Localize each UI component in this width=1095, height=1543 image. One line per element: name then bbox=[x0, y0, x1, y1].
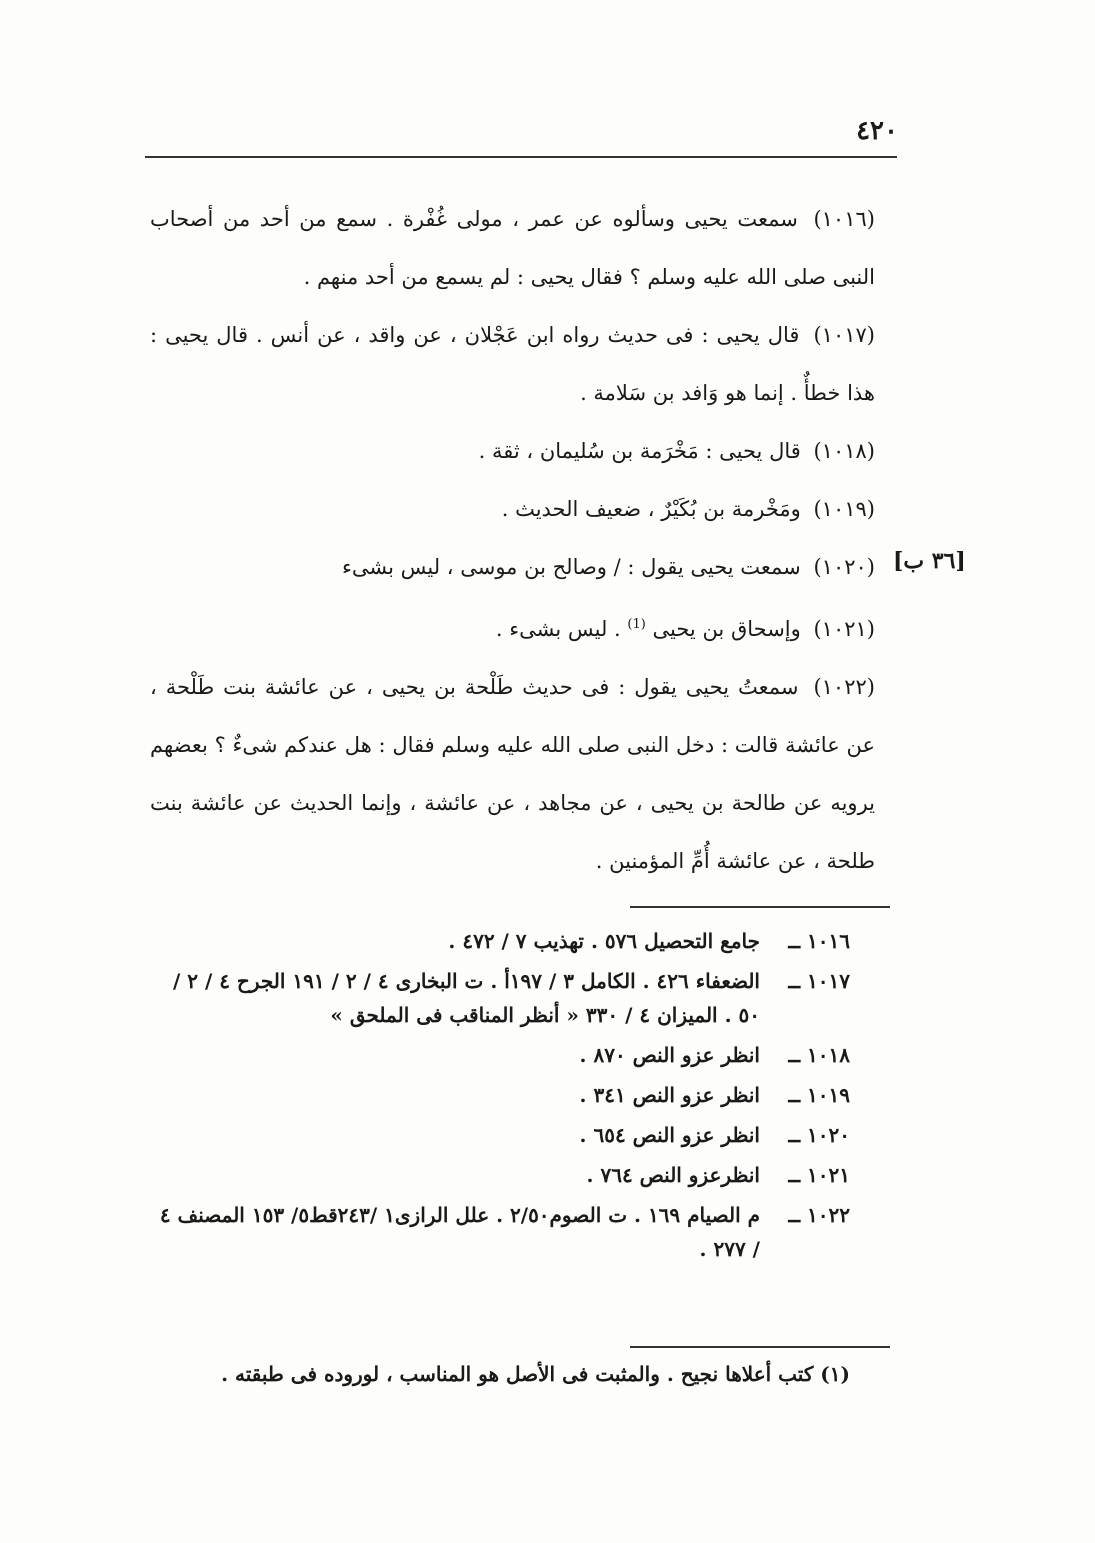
footnote-marker: (1) bbox=[627, 617, 646, 632]
marginal-folio-note: [٣٦ ب] bbox=[893, 548, 966, 574]
paragraph-text: قال يحيى : فى حديث رواه ابن عَجْلان ، عن واقد ، عن أنس . قال يحيى : هذا خطأٌ . إنما هو وَافد بن سَلامة . bbox=[150, 323, 875, 405]
reference-item bbox=[155, 964, 850, 1032]
paragraph-number: (١٠١٦) bbox=[813, 207, 875, 231]
paragraph-number: (١٠٢١) bbox=[813, 617, 875, 641]
paragraph-text: سمعتُ يحيى يقول : فى حديث طَلْحة بن يحيى ، عن عائشة بنت طَلْحة ، عن عائشة قالت : دخل النبى صلى الله عليه وسلم فقال : هل عندكم شىءٌ ؟ بعضهم يرويه عن طالحة بن يحيى ، عن مجاهد ، عن عائشة ، وإنما الحديث عن عائشة بنت طلحة ، عن عائشة أُمِّ المؤمنين . bbox=[150, 675, 875, 873]
reference-text: انظرعزو النص ٧٦٤ . bbox=[586, 1163, 760, 1187]
paragraph-1016 bbox=[150, 190, 875, 306]
paragraph-number: (١٠٢٢) bbox=[813, 675, 875, 699]
paragraph-text: . ليس بشىء . bbox=[495, 617, 621, 641]
reference-item bbox=[155, 1038, 850, 1072]
paragraph-text: قال يحيى : مَخْرَمة بن سُليمان ، ثقة . bbox=[478, 439, 801, 463]
reference-text: جامع التحصيل ٥٧٦ . تهذيب ٧ / ٤٧٢ . bbox=[448, 929, 760, 953]
reference-item bbox=[155, 1078, 850, 1112]
reference-item bbox=[155, 1158, 850, 1192]
reference-number: ١٠١٨ ــ bbox=[788, 1043, 850, 1067]
reference-text: م الصيام ١٦٩ . ت الصوم٢/٥٠ . علل الرازى١ /٢٤٣قط٥/ ١٥٣ المصنف ٤ / ٢٧٧ . bbox=[159, 1203, 760, 1261]
paragraph-1020 bbox=[150, 538, 875, 596]
page-number: ٤٢٠ bbox=[856, 116, 898, 146]
paragraph-text: وإسحاق بن يحيى bbox=[652, 617, 801, 641]
paragraph-number: (١٠١٨) bbox=[813, 439, 875, 463]
reference-number: ١٠٢٠ ــ bbox=[788, 1123, 850, 1147]
reference-text: الضعفاء ٤٢٦ . الكامل ٣ / ١٩٧أ . ت البخارى ٤ / ٢ / ١٩١ الجرح ٤ / ٢ / ٥٠ . الميزان ٤ / ٣٣٠ « أنظر المناقب فى الملحق » bbox=[172, 969, 760, 1027]
reference-item bbox=[155, 1118, 850, 1152]
reference-number: ١٠٢٢ ــ bbox=[788, 1203, 850, 1227]
footnote: (١) كتب أعلاها نجيح . والمثبت فى الأصل هو المناسب ، لوروده فى طبقته . bbox=[221, 1362, 850, 1386]
paragraph-1019 bbox=[150, 480, 875, 538]
paragraph-1018 bbox=[150, 422, 875, 480]
reference-text: انظر عزو النص ٦٥٤ . bbox=[579, 1123, 760, 1147]
reference-number: ١٠١٩ ــ bbox=[788, 1083, 850, 1107]
header-rule bbox=[145, 156, 897, 158]
paragraph-text: سمعت يحيى وسألوه عن عمر ، مولى غُفْرة . سمع من أحد من أصحاب النبى صلى الله عليه وسلم ؟ فقال يحيى : لم يسمع من أحد منهم . bbox=[150, 207, 875, 289]
notes-rule bbox=[630, 906, 890, 908]
paragraph-1021 bbox=[150, 596, 875, 658]
reference-number: ١٠١٧ ــ bbox=[788, 969, 850, 993]
main-text bbox=[150, 190, 875, 890]
paragraph-1017 bbox=[150, 306, 875, 422]
footnote-rule bbox=[630, 1346, 890, 1348]
paragraph-text: ومَخْرمة بن بُكَيْرٌ ، ضعيف الحديث . bbox=[501, 497, 801, 521]
reference-item bbox=[155, 924, 850, 958]
paragraph-text: سمعت يحيى يقول : / وصالح بن موسى ، ليس بشىء bbox=[341, 555, 801, 579]
reference-list bbox=[155, 924, 850, 1272]
reference-text: انظر عزو النص ٨٧٠ . bbox=[579, 1043, 760, 1067]
reference-item bbox=[155, 1198, 850, 1266]
paragraph-number: (١٠٢٠) bbox=[813, 555, 875, 579]
reference-text: انظر عزو النص ٣٤١ . bbox=[579, 1083, 760, 1107]
paragraph-1022 bbox=[150, 658, 875, 890]
reference-number: ١٠١٦ ــ bbox=[788, 929, 850, 953]
reference-number: ١٠٢١ ــ bbox=[788, 1163, 850, 1187]
paragraph-number: (١٠١٧) bbox=[813, 323, 875, 347]
paragraph-number: (١٠١٩) bbox=[813, 497, 875, 521]
